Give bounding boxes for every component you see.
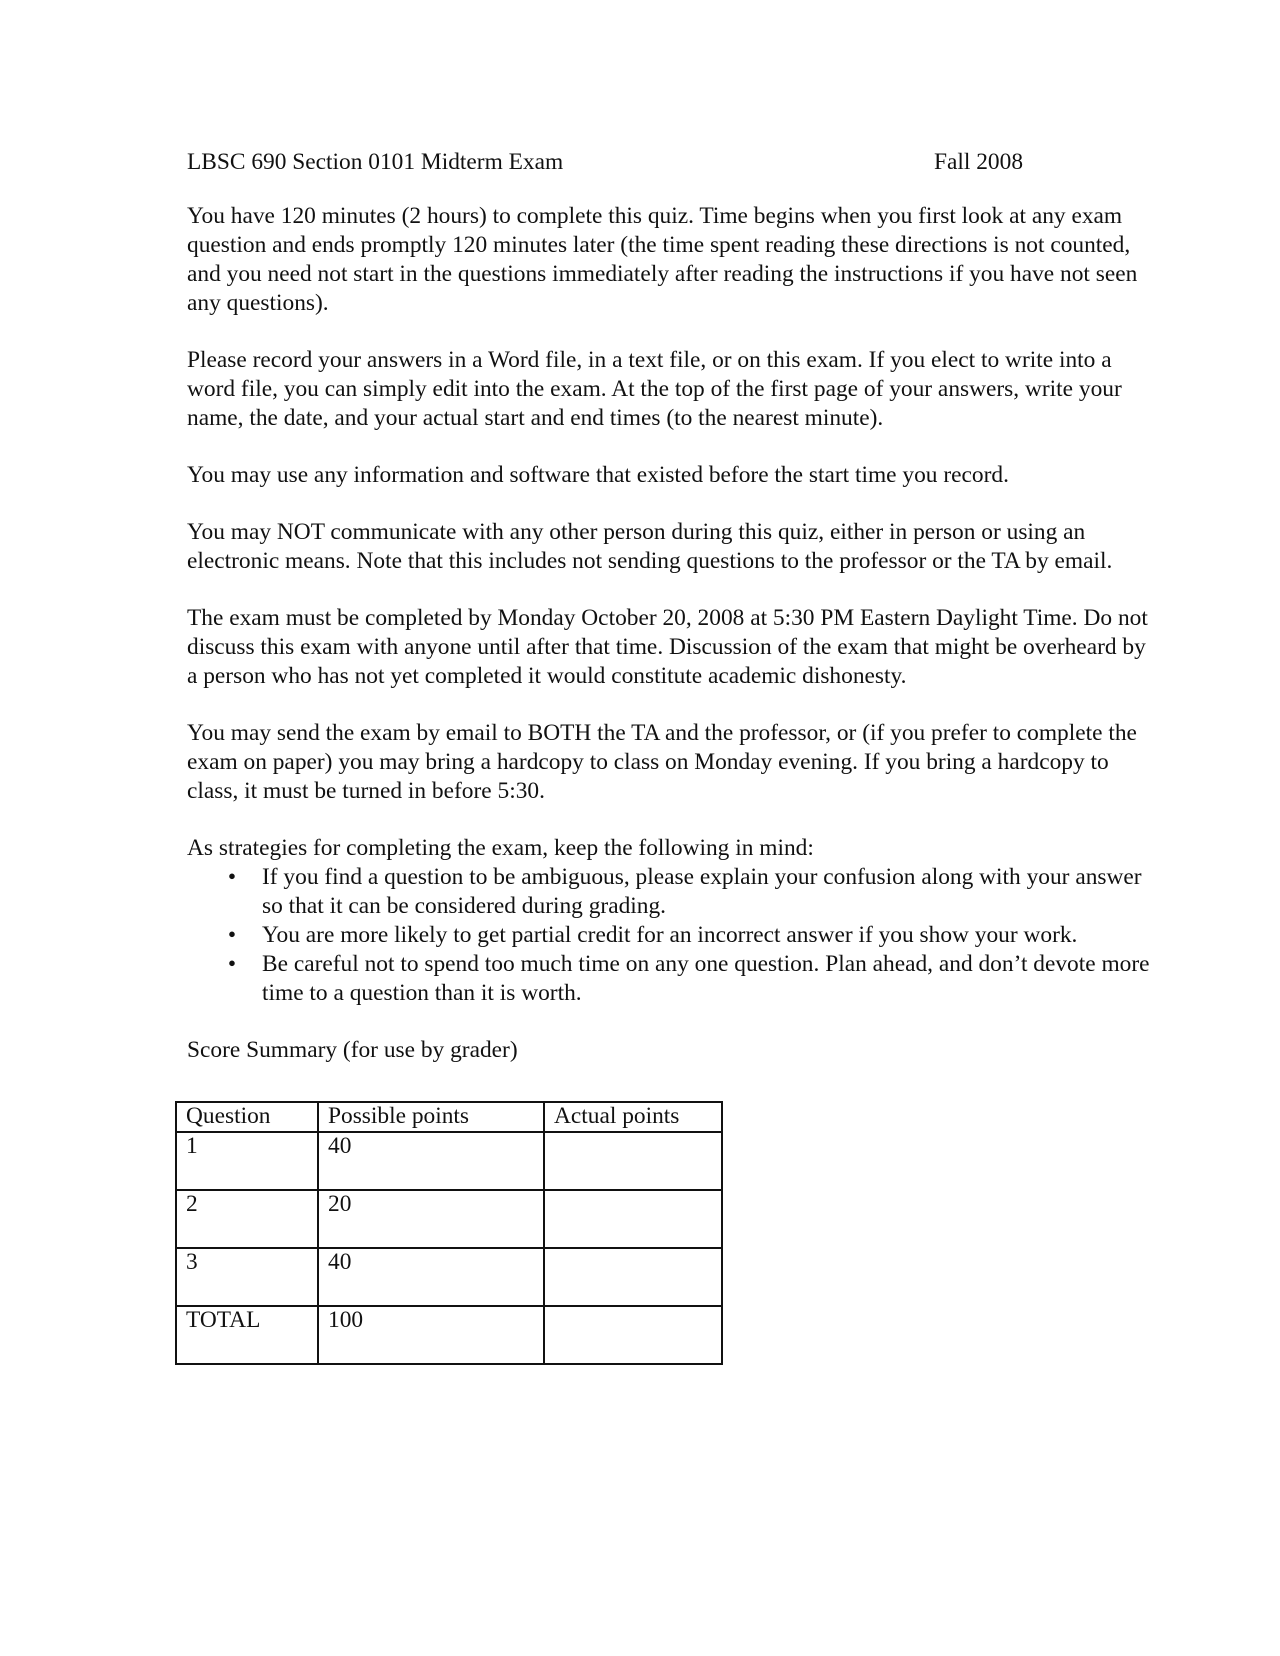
table-row — [176, 1190, 722, 1248]
table-row-total — [176, 1306, 722, 1364]
strategies-intro: As strategies for completing the exam, keep the following in mind: — [187, 835, 814, 861]
bullet-icon: • — [227, 922, 237, 948]
header-actual-points: Actual points — [544, 1102, 722, 1132]
bullet-icon: • — [227, 864, 237, 890]
cell-question: 1 — [176, 1132, 318, 1190]
list-item — [187, 921, 1157, 950]
score-summary-caption: Score Summary (for use by grader) — [187, 1037, 518, 1063]
cell-total-possible: 100 — [318, 1306, 544, 1364]
cell-total-actual[interactable] — [544, 1306, 722, 1364]
cell-total-label: TOTAL — [176, 1306, 318, 1364]
cell-actual-points[interactable] — [544, 1190, 722, 1248]
instructions-recording: Please record your answers in a Word file, in a text file, or on this exam. If you elect to write into a word file, you can simply edit into the exam. At the top of the first page of your answers, write your name, the date, and your actual start and end times (to the nearest minute). — [187, 347, 1122, 431]
strategy-text: You are more likely to get partial credit for an incorrect answer if you show your work. — [262, 922, 1078, 948]
instructions-communication: You may NOT communicate with any other person during this quiz, either in person or using an electronic means. Note that this includes not sending questions to the professor or the TA by email. — [187, 519, 1113, 574]
instructions-time: You have 120 minutes (2 hours) to complete this quiz. Time begins when you first look at any exam question and ends promptly 120 minutes later (the time spent reading these directions is not counted, and you need not start in the questions immediately after reading the instructions if you have not seen any questions). — [187, 203, 1138, 316]
strategy-text: If you find a question to be ambiguous, please explain your confusion along with your answer so that it can be considered during grading. — [262, 864, 1142, 919]
cell-question: 3 — [176, 1248, 318, 1306]
exam-header — [187, 148, 1157, 177]
bullet-icon: • — [227, 951, 237, 977]
cell-question: 2 — [176, 1190, 318, 1248]
exam-content — [187, 148, 1157, 1065]
cell-possible-points: 40 — [318, 1248, 544, 1306]
table-header-row — [176, 1102, 722, 1132]
instructions-submission: You may send the exam by email to BOTH the TA and the professor, or (if you prefer to complete the exam on paper) you may bring a hardcopy to class on Monday evening. If you bring a hardcopy to class, it must be turned in before 5:30. — [187, 720, 1137, 804]
cell-possible-points: 20 — [318, 1190, 544, 1248]
cell-actual-points[interactable] — [544, 1132, 722, 1190]
cell-possible-points: 40 — [318, 1132, 544, 1190]
score-summary-table — [175, 1101, 723, 1365]
strategy-text: Be careful not to spend too much time on any one question. Plan ahead, and don’t devote more time to a question than it is worth. — [262, 951, 1150, 1006]
exam-title: LBSC 690 Section 0101 Midterm Exam — [187, 149, 564, 175]
strategies-list — [187, 863, 1157, 1008]
table-row — [176, 1132, 722, 1190]
header-question: Question — [176, 1102, 318, 1132]
cell-actual-points[interactable] — [544, 1248, 722, 1306]
table-row — [176, 1248, 722, 1306]
list-item — [187, 950, 1157, 1008]
header-possible-points: Possible points — [318, 1102, 544, 1132]
exam-term: Fall 2008 — [934, 149, 1024, 175]
list-item — [187, 863, 1157, 921]
instructions-deadline: The exam must be completed by Monday October 20, 2008 at 5:30 PM Eastern Daylight Time. Do not discuss this exam with anyone until after that time. Discussion of the exam that might be overheard by a person who has not yet completed it would constitute academic dishonesty. — [187, 605, 1148, 689]
instructions-resources: You may use any information and software that existed before the start time you record. — [187, 462, 1009, 488]
